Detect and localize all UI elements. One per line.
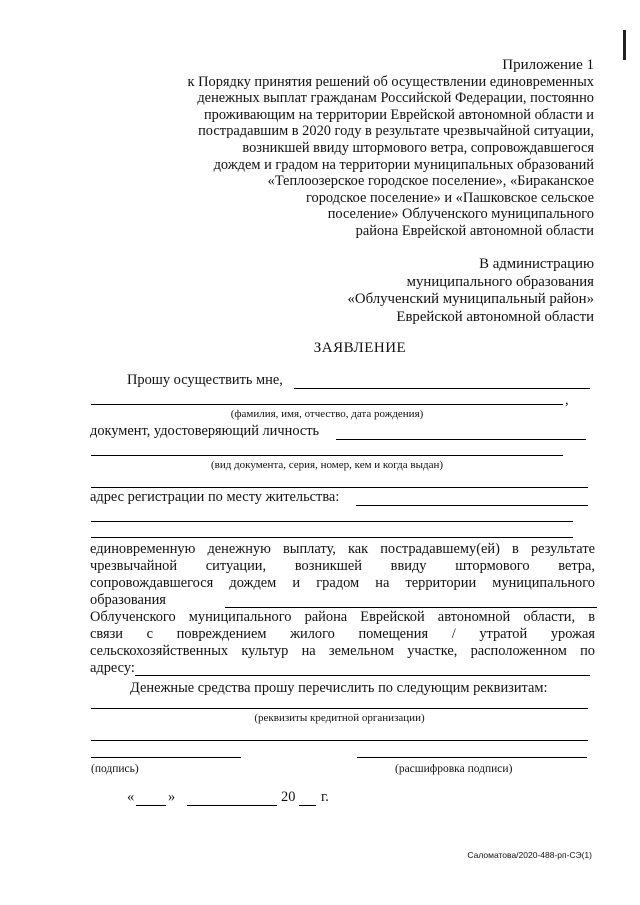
annex-line: района Еврейской автономной области [355,222,594,239]
address-field-line-3[interactable] [91,537,573,538]
bank-caption: (реквизиты кредитной организации) [254,712,425,724]
body-line: связи с повреждением жилого помещения / утратой урожая [90,626,595,642]
signature-decode-caption: (расшифровка подписи) [395,763,513,775]
address-pre-line[interactable] [91,487,588,488]
fio-caption: (фамилия, имя, отчество, дата рождения) [230,408,424,420]
body-municipality-label: образования [90,592,166,608]
annex-line: возникшей ввиду штормового ветра, сопровождавшегося [242,139,594,156]
annex-header [188,57,594,240]
annex-line: городское поселение» и «Пашковское сельское [305,189,594,206]
annex-line: проживающим на территории Еврейской автономной области и [203,106,594,123]
date-month-field[interactable] [187,805,277,806]
signature-field-line[interactable] [91,757,241,758]
addressee-line: Еврейской автономной области [396,308,594,325]
body-line: чрезвычайной ситуации, возникшей ввиду штормового ветра, [90,558,595,574]
request-comma: , [565,392,569,408]
bank-field-line-1[interactable] [91,708,588,709]
document-number: Саломатова/2020-488-рп-СЭ(1) [467,850,592,860]
date-year-suffix: г. [321,789,329,805]
date-year-prefix: 20 [281,789,296,805]
municipality-field-line[interactable] [225,607,597,608]
addressee-line: В администрацию [479,256,594,272]
address-label: адрес регистрации по месту жительства: [90,489,340,505]
bank-field-line-2[interactable] [91,740,588,741]
name-field-line-1[interactable] [294,388,590,389]
annex-line: к Порядку принятия решений об осуществлении единовременных [187,73,594,90]
date-close-quote: » [168,789,176,805]
id-doc-caption: (вид документа, серия, номер, кем и когда выдан) [210,459,444,471]
date-day-field[interactable] [136,805,166,806]
body-line: сельскохозяйственных культур на земельном участке, расположенном по [90,643,595,659]
annex-title: Приложение 1 [502,57,594,73]
signature-decode-field-line[interactable] [357,757,587,758]
body-address-label: адресу: [90,660,135,676]
address-field-line-1[interactable] [356,505,588,506]
annex-line: поселение» Облученского муниципального [327,206,594,223]
id-doc-label: документ, удостоверяющий личность [90,423,320,439]
body-line: сопровождавшегося дождем и градом на территории муниципального [90,575,595,591]
date-open-quote: « [127,789,135,805]
bank-request: Денежные средства прошу перечислить по следующим реквизитам: [130,680,548,696]
date-year-field[interactable] [299,805,316,806]
signature-caption: (подпись) [91,763,139,775]
annex-line: пострадавшим в 2020 году в результате чрезвычайной ситуации, [198,123,594,140]
addressee-line: «Облученский муниципальный район» [347,291,594,307]
annex-line: «Теплоозерское городское поселение», «Бираканское [267,173,594,190]
name-field-line-2[interactable] [91,404,563,405]
annex-line: денежных выплат гражданам Российской Федерации, постоянно [197,90,594,107]
id-doc-field-line-1[interactable] [336,439,586,440]
scan-margin-mark [623,30,626,60]
addressee-line: муниципального образования [406,273,594,290]
address-field-line-2[interactable] [91,521,573,522]
addressee-block [347,256,594,326]
request-label: Прошу осуществить мне, [127,372,283,388]
body-line: Облученского муниципального района Еврейской автономной области, в [90,609,595,625]
annex-line: дождем и градом на территории муниципальных образований [213,156,594,173]
id-doc-field-line-2[interactable] [91,455,563,456]
form-title: ЗАЯВЛЕНИЕ [313,340,407,356]
property-address-field-line[interactable] [135,675,590,676]
body-line: единовременную денежную выплату, как пострадавшему(ей) в результате [90,541,595,557]
